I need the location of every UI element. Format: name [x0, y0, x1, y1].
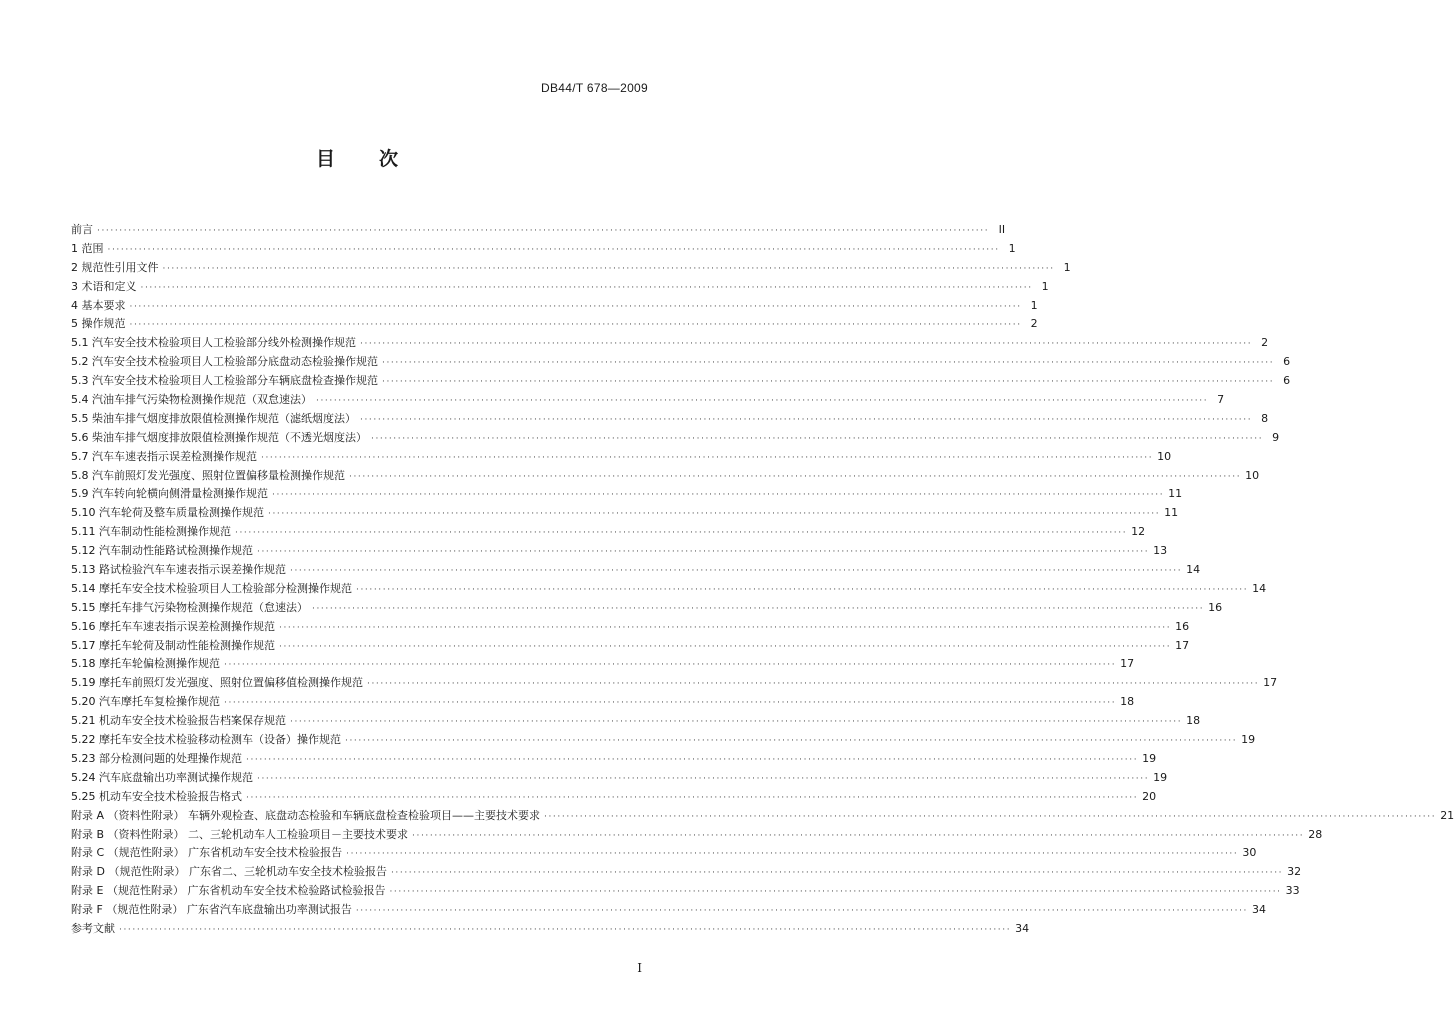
toc-entry-page: 10: [1157, 449, 1172, 463]
toc-entry-page: 18: [1186, 714, 1201, 728]
toc-leader-dots: ········································································································································································································: [355, 906, 1248, 917]
toc-leader-dots: ········································································································································································································: [349, 471, 1242, 482]
toc-entry-page: 28: [1308, 827, 1323, 841]
toc-leader-dots: ········································································································································································································: [412, 830, 1305, 841]
toc-leader-dots: ········································································································································································································: [272, 490, 1165, 501]
toc-leader-dots: ········································································································································································································: [261, 452, 1154, 463]
toc-entry[interactable]: [71, 542, 1168, 561]
toc-entry[interactable]: [71, 712, 1201, 731]
toc-entry[interactable]: [71, 882, 1300, 901]
toc-entry-label: 5.8 汽车前照灯发光强度、照射位置偏移量检测操作规范: [71, 468, 345, 482]
toc-entry-page: 14: [1186, 563, 1201, 577]
toc-entry-label: 4 基本要求: [71, 298, 126, 312]
toc-leader-dots: ········································································································································································································: [246, 754, 1139, 765]
toc-entry[interactable]: [71, 278, 1049, 297]
toc-entry[interactable]: [71, 807, 1454, 826]
toc-entry-page: 6: [1283, 374, 1291, 388]
toc-leader-dots: ········································································································································································································: [382, 358, 1275, 369]
toc-entry[interactable]: [71, 315, 1038, 334]
toc-entry[interactable]: [71, 240, 1016, 259]
toc-entry-label: 附录 E （规范性附录） 广东省机动车安全技术检验路试检验报告: [71, 884, 386, 898]
toc-entry[interactable]: [71, 599, 1223, 618]
toc-entry[interactable]: [71, 221, 1006, 240]
toc-leader-dots: ········································································································································································································: [346, 849, 1239, 860]
toc-entry-page: 32: [1287, 865, 1302, 879]
title-char-2: 次: [379, 148, 399, 170]
table-of-contents: [71, 221, 1454, 939]
toc-leader-dots: ········································································································································································································: [257, 773, 1150, 784]
toc-entry-label: 1 范围: [71, 241, 104, 255]
toc-entry[interactable]: [71, 731, 1256, 750]
toc-entry[interactable]: [71, 580, 1267, 599]
toc-entry-page: 2: [1261, 336, 1269, 350]
toc-entry-page: 7: [1217, 393, 1225, 407]
toc-leader-dots: ········································································································································································································: [107, 244, 1000, 255]
toc-leader-dots: ········································································································································································································: [360, 414, 1253, 425]
toc-entry-label: 5.18 摩托车轮偏检测操作规范: [71, 657, 220, 671]
toc-entry[interactable]: [71, 788, 1157, 807]
toc-entry[interactable]: [71, 410, 1269, 429]
toc-entry-page: 19: [1142, 751, 1157, 765]
toc-entry-label: 5.9 汽车转向轮横向侧滑量检测操作规范: [71, 487, 268, 501]
toc-entry-page: 17: [1175, 638, 1190, 652]
toc-entry-label: 5.19 摩托车前照灯发光强度、照射位置偏移值检测操作规范: [71, 676, 363, 690]
toc-entry-page: 2: [1030, 317, 1038, 331]
toc-entry[interactable]: [71, 485, 1183, 504]
toc-entry[interactable]: [71, 844, 1257, 863]
toc-entry-page: 11: [1164, 506, 1179, 520]
toc-entry-page: 1: [1041, 279, 1049, 293]
toc-leader-dots: ········································································································································································································: [390, 868, 1284, 879]
toc-entry-label: 5.22 摩托车安全技术检验移动检测车（设备）操作规范: [71, 733, 341, 747]
toc-entry[interactable]: [71, 901, 1266, 920]
toc-leader-dots: ········································································································································································································: [290, 566, 1183, 577]
toc-entry-label: 5.3 汽车安全技术检验项目人工检验部分车辆底盘检查操作规范: [71, 374, 378, 388]
toc-leader-dots: ········································································································································································································: [382, 377, 1275, 388]
toc-entry-page: 20: [1142, 789, 1157, 803]
toc-entry[interactable]: [71, 259, 1071, 278]
toc-entry-label: 5.25 机动车安全技术检验报告格式: [71, 789, 242, 803]
toc-entry-page: 1: [1008, 241, 1016, 255]
page-number: I: [637, 961, 642, 975]
toc-entry-page: 17: [1263, 676, 1278, 690]
toc-entry-label: 5.14 摩托车安全技术检验项目人工检验部分检测操作规范: [71, 581, 352, 595]
toc-entry-page: 8: [1261, 411, 1269, 425]
toc-entry[interactable]: [71, 448, 1172, 467]
toc-entry-label: 前言: [71, 223, 93, 236]
toc-entry[interactable]: [71, 750, 1157, 769]
toc-entry-label: 5.4 汽油车排气污染物检测操作规范（双怠速法）: [71, 393, 312, 407]
toc-entry-page: 16: [1175, 619, 1190, 633]
toc-entry[interactable]: [71, 655, 1135, 674]
toc-leader-dots: ········································································································································································································: [257, 547, 1150, 558]
toc-leader-dots: ········································································································································································································: [279, 641, 1172, 652]
toc-entry[interactable]: [71, 504, 1179, 523]
toc-leader-dots: ········································································································································································································: [316, 396, 1209, 407]
title-char-1: 目: [315, 148, 335, 170]
toc-entry-label: 5.5 柴油车排气烟度排放限值检测操作规范（滤纸烟度法）: [71, 411, 356, 425]
toc-entry[interactable]: [71, 561, 1201, 580]
toc-entry-page: 11: [1168, 487, 1183, 501]
toc-entry[interactable]: [71, 920, 1030, 939]
toc-entry-label: 附录 D （规范性附录） 广东省二、三轮机动车安全技术检验报告: [71, 865, 387, 879]
toc-entry-label: 5.20 汽车摩托车复检操作规范: [71, 695, 220, 709]
toc-leader-dots: ········································································································································································································: [367, 679, 1260, 690]
toc-leader-dots: ········································································································································································································: [140, 282, 1033, 293]
toc-entry[interactable]: [71, 372, 1291, 391]
toc-entry-page: II: [998, 223, 1006, 236]
toc-entry-page: 6: [1283, 355, 1291, 369]
toc-entry-page: 17: [1120, 657, 1135, 671]
toc-entry-label: 参考文献: [71, 921, 115, 935]
toc-entry[interactable]: [71, 523, 1146, 542]
toc-entry[interactable]: [71, 826, 1323, 845]
toc-entry-label: 5.24 汽车底盘输出功率测试操作规范: [71, 770, 253, 784]
toc-entry-page: 13: [1153, 544, 1168, 558]
toc-leader-dots: ········································································································································································································: [129, 301, 1022, 312]
toc-entry[interactable]: [71, 467, 1260, 486]
toc-entry-label: 附录 B （资料性附录） 二、三轮机动车人工检验项目－主要技术要求: [71, 827, 409, 841]
toc-entry-label: 5.11 汽车制动性能检测操作规范: [71, 525, 231, 539]
toc-entry-label: 5.7 汽车车速表指示误差检测操作规范: [71, 449, 257, 463]
toc-leader-dots: ········································································································································································································: [119, 924, 1012, 935]
toc-leader-dots: ········································································································································································································: [312, 603, 1205, 614]
toc-entry-page: 16: [1208, 600, 1223, 614]
toc-entry[interactable]: [71, 637, 1190, 656]
toc-entry[interactable]: [71, 297, 1038, 316]
toc-entry-label: 5.17 摩托车轮荷及制动性能检测操作规范: [71, 638, 275, 652]
toc-leader-dots: ········································································································································································································: [360, 339, 1253, 350]
toc-entry-label: 5.13 路试检验汽车车速表指示误差操作规范: [71, 563, 286, 577]
toc-leader-dots: ········································································································································································································: [224, 698, 1117, 709]
toc-leader-dots: ········································································································································································································: [224, 660, 1117, 671]
toc-leader-dots: ········································································································································································································: [129, 320, 1022, 331]
toc-leader-dots: ········································································································································································································: [290, 717, 1183, 728]
toc-entry-page: 18: [1120, 695, 1135, 709]
toc-entry-label: 2 规范性引用文件: [71, 260, 159, 274]
toc-entry-page: 1: [1063, 260, 1071, 274]
toc-entry-page: 34: [1252, 903, 1266, 917]
toc-entry-page: 1: [1030, 298, 1038, 312]
toc-entry[interactable]: [71, 693, 1135, 712]
toc-leader-dots: ········································································································································································································: [268, 509, 1161, 520]
toc-entry-label: 5.2 汽车安全技术检验项目人工检验部分底盘动态检验操作规范: [71, 355, 378, 369]
toc-leader-dots: ········································································································································································································: [389, 887, 1282, 898]
toc-entry[interactable]: [71, 429, 1280, 448]
toc-leader-dots: ········································································································································································································: [162, 263, 1055, 274]
toc-leader-dots: ········································································································································································································: [246, 792, 1139, 803]
toc-entry-label: 附录 A （资料性附录） 车辆外观检查、底盘动态检验和车辆底盘检查检验项目——主要技术要求: [71, 808, 541, 822]
toc-leader-dots: ········································································································································································································: [279, 622, 1172, 633]
toc-entry-label: 5.21 机动车安全技术检验报告档案保存规范: [71, 714, 286, 728]
toc-entry[interactable]: [71, 674, 1278, 693]
toc-entry[interactable]: [71, 769, 1168, 788]
toc-entry-label: 5.12 汽车制动性能路试检测操作规范: [71, 544, 253, 558]
toc-leader-dots: ········································································································································································································: [235, 528, 1128, 539]
toc-entry-page: 34: [1015, 921, 1030, 935]
toc-entry-label: 5.16 摩托车车速表指示误差检测操作规范: [71, 619, 275, 633]
toc-entry-page: 30: [1242, 846, 1257, 860]
toc-entry-page: 33: [1285, 884, 1300, 898]
toc-entry-page: 10: [1245, 468, 1260, 482]
toc-entry-label: 5.1 汽车安全技术检验项目人工检验部分线外检测操作规范: [71, 336, 356, 350]
toc-entry-page: 21: [1440, 808, 1454, 822]
toc-entry[interactable]: [71, 353, 1291, 372]
toc-entry[interactable]: [71, 618, 1190, 637]
toc-leader-dots: ········································································································································································································: [345, 736, 1238, 747]
toc-entry[interactable]: [71, 863, 1302, 882]
toc-entry-page: 9: [1272, 430, 1280, 444]
toc-entry-page: 14: [1252, 581, 1267, 595]
toc-entry[interactable]: [71, 391, 1225, 410]
toc-entry-label: 5.23 部分检测问题的处理操作规范: [71, 751, 242, 765]
toc-leader-dots: ········································································································································································································: [544, 811, 1437, 822]
toc-leader-dots: ········································································································································································································: [356, 584, 1249, 595]
toc-leader-dots: ········································································································································································································: [371, 433, 1264, 444]
toc-entry-label: 附录 F （规范性附录） 广东省汽车底盘输出功率测试报告: [71, 903, 352, 917]
page-title: [0, 144, 714, 171]
toc-entry-label: 附录 C （规范性附录） 广东省机动车安全技术检验报告: [71, 846, 343, 860]
document-code: DB44/T 678—2009: [540, 81, 648, 95]
toc-leader-dots: ········································································································································································································: [97, 226, 990, 236]
toc-entry-label: 5.10 汽车轮荷及整车质量检测操作规范: [71, 506, 264, 520]
toc-entry-page: 12: [1131, 525, 1146, 539]
toc-entry-label: 5.6 柴油车排气烟度排放限值检测操作规范（不透光烟度法）: [71, 430, 367, 444]
toc-entry-label: 5.15 摩托车排气污染物检测操作规范（怠速法）: [71, 600, 308, 614]
toc-entry-page: 19: [1241, 733, 1256, 747]
toc-entry-label: 5 操作规范: [71, 317, 126, 331]
toc-entry-page: 19: [1153, 770, 1168, 784]
toc-entry-label: 3 术语和定义: [71, 279, 137, 293]
toc-entry[interactable]: [71, 334, 1269, 353]
